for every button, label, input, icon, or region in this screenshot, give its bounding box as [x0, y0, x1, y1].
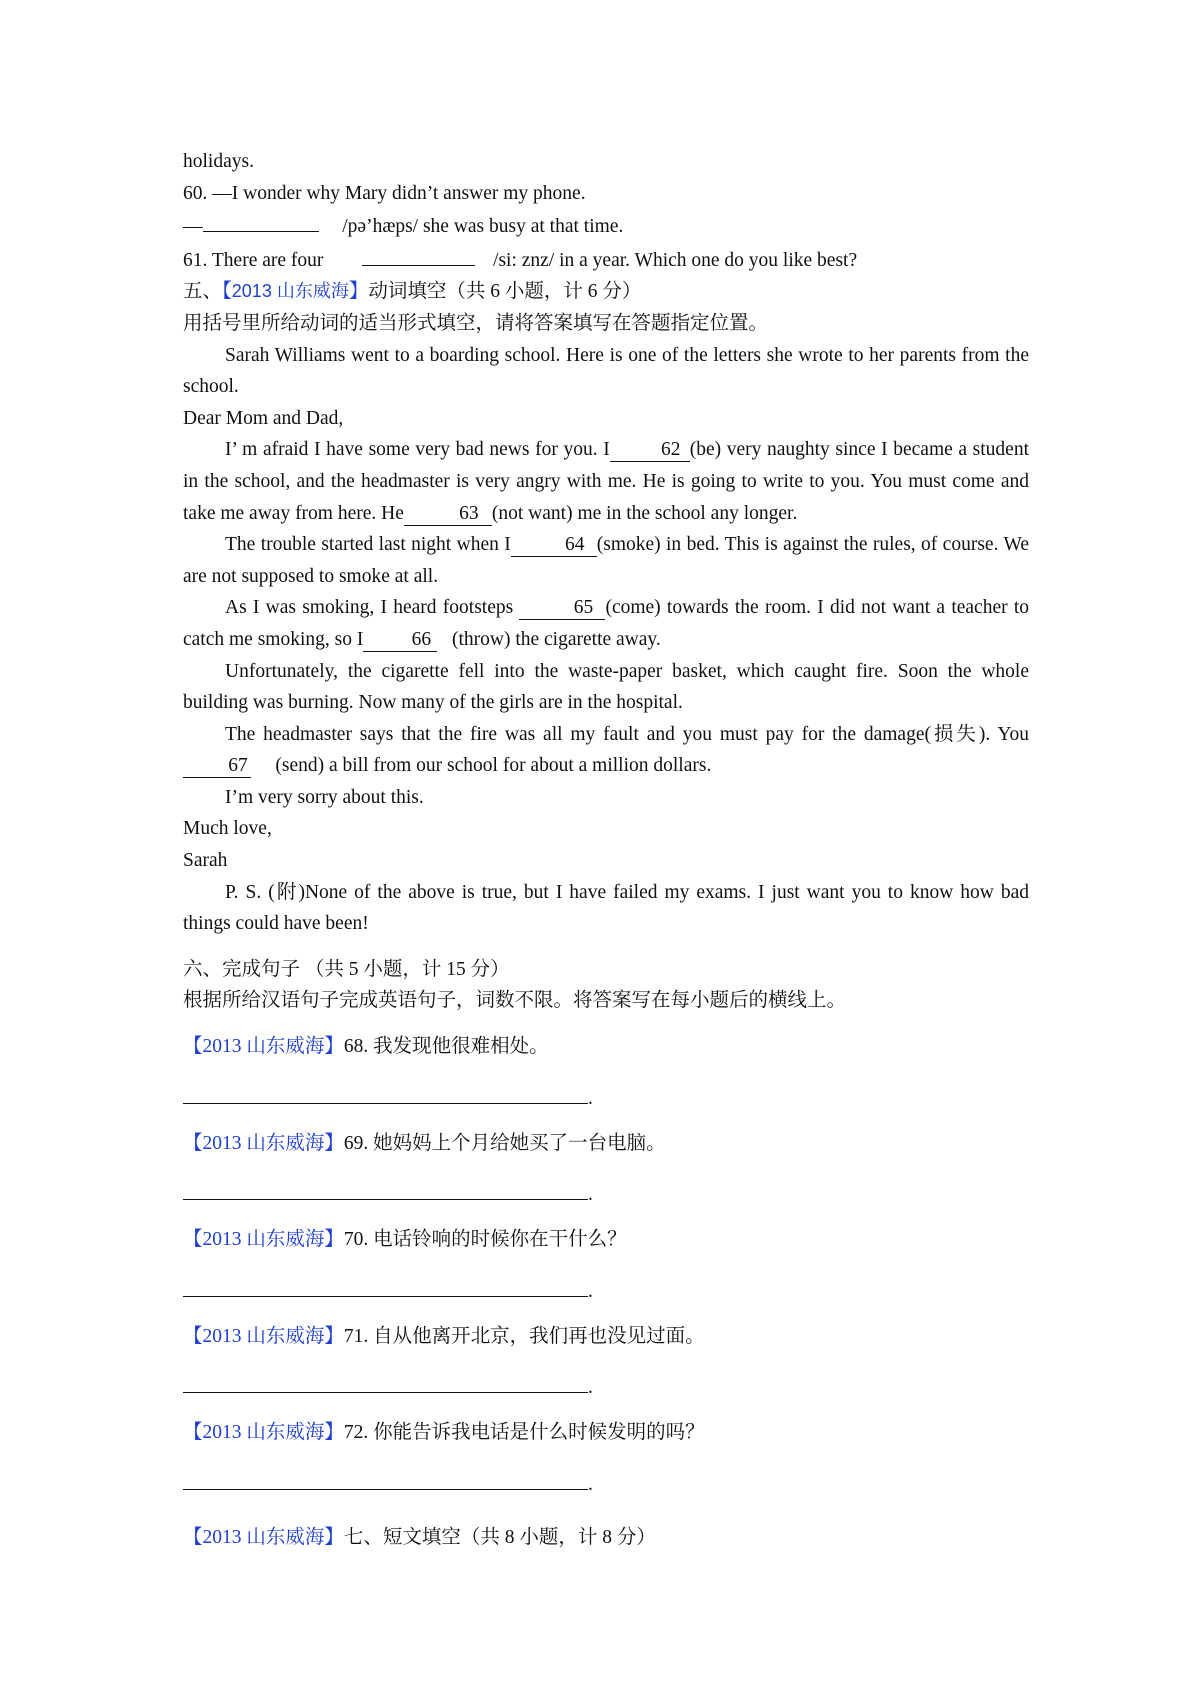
section-7-heading: 【2013 山东威海】七、短文填空（共 8 小题，计 8 分） — [183, 1527, 656, 1548]
passage-intro: Sarah Williams went to a boarding school. Here is one of the letters she wrote to her parents from the school. — [183, 344, 1029, 398]
source-tag: 【2013 山东威海】 — [183, 1325, 344, 1347]
letter-closing: Much love, — [183, 818, 272, 840]
blank-65[interactable]: 65 — [519, 597, 605, 620]
sentence-item — [183, 1224, 1029, 1256]
sentence-item — [183, 1321, 1029, 1353]
section-5-heading: 五、【2013 山东威海】动词填空（共 6 小题，计 6 分） — [183, 281, 642, 303]
blank-67[interactable]: 67 — [183, 755, 251, 778]
question-60: 60. —I wonder why Mary didn’t answer my phone. — [183, 182, 586, 204]
sentence-items — [183, 1031, 1029, 1500]
item-chinese-text: 电话铃响的时候你在干什么？ — [373, 1229, 627, 1251]
fill-blank[interactable] — [362, 243, 475, 266]
answer-blank[interactable] — [183, 1179, 588, 1200]
item-chinese-text: 我发现他很难相处。 — [373, 1036, 549, 1058]
sentence-item — [183, 1031, 1029, 1063]
section-6-instruction: 根据所给汉语句子完成英语句子，词数不限。将答案写在每小题后的横线上。 — [183, 990, 847, 1012]
question-61: 61. There are four /si: znz/ in a year. Which one do you like best? — [183, 243, 1029, 277]
answer-period: . — [588, 1280, 593, 1302]
letter-postscript: P. S. (附)None of the above is true, but I have failed my exams. I just want you to know how bad things could have been! — [183, 881, 1029, 935]
answer-line — [183, 1372, 1029, 1403]
answer-line — [183, 1469, 1029, 1500]
answer-blank[interactable] — [183, 1372, 588, 1393]
section-6-heading: 六、完成句子 （共 5 小题，计 15 分） — [183, 958, 510, 980]
item-number: 71. — [343, 1325, 369, 1347]
question-60-answer: — /pə’hæps/ she was busy at that time. — [183, 209, 1029, 243]
letter-salutation: Dear Mom and Dad, — [183, 407, 344, 429]
letter-signature: Sarah — [183, 850, 228, 872]
answer-period: . — [588, 1377, 593, 1399]
item-number: 70. — [343, 1229, 369, 1251]
sentence-item — [183, 1128, 1029, 1160]
item-number: 69. — [343, 1132, 369, 1154]
item-chinese-text: 你能告诉我电话是什么时候发明的吗？ — [373, 1422, 705, 1444]
source-tag: 【2013 山东威海】 — [183, 1036, 344, 1058]
fill-blank[interactable] — [203, 209, 319, 232]
item-number: 72. — [343, 1422, 369, 1444]
answer-period: . — [588, 1474, 593, 1495]
answer-blank[interactable] — [183, 1083, 588, 1104]
source-tag: 【2013 山东威海】 — [183, 1132, 344, 1154]
source-tag: 【2013 山东威海】 — [222, 281, 369, 303]
answer-period: . — [588, 1087, 593, 1109]
answer-blank[interactable] — [183, 1276, 588, 1297]
letter-paragraph-2: The trouble started last night when I 64 (smoke) in bed. This is against the rules, of course. We are not supposed to smoke at all. — [183, 534, 1029, 587]
answer-blank[interactable] — [183, 1469, 588, 1490]
item-number: 68. — [343, 1036, 369, 1058]
source-tag: 【2013 山东威海】 — [183, 1422, 344, 1444]
letter-paragraph-4: Unfortunately, the cigarette fell into the waste-paper basket, which caught fire. Soon the whole building was burning. Now many of the girls are in the hospital. — [183, 660, 1029, 714]
blank-63[interactable]: 63 — [404, 503, 492, 526]
item-chinese-text: 自从他离开北京，我们再也没见过面。 — [373, 1325, 705, 1347]
source-tag: 【2013 山东威海】 — [183, 1229, 344, 1251]
section-5-instruction: 用括号里所给动词的适当形式填空，请将答案填写在答题指定位置。 — [183, 312, 769, 334]
letter-paragraph-5: The headmaster says that the fire was all my fault and you must pay for the damage(损失). You67 (send) a bill from our school for about a million dollars. — [183, 719, 1029, 782]
answer-period: . — [588, 1184, 593, 1206]
answer-line — [183, 1179, 1029, 1210]
text-line: holidays. — [183, 151, 254, 172]
answer-line — [183, 1083, 1029, 1114]
item-chinese-text: 她妈妈上个月给她买了一台电脑。 — [373, 1132, 666, 1154]
blank-62[interactable]: 62 — [610, 439, 690, 462]
blank-64[interactable]: 64 — [511, 534, 597, 557]
sentence-item — [183, 1417, 1029, 1449]
letter-paragraph-1: I’ m afraid I have some very bad news for you. I 62 (be) very naughty since I became a student in the school, and the headmaster is very angry with me. He is going to write to you. You must come and take me away from here. He 63 (not want) me in the school any longer. — [183, 439, 1029, 524]
letter-paragraph-3: As I was smoking, I heard footsteps 65 (come) towards the room. I did not want a teacher to catch me smoking, so I 66 (throw) the cigarette away. — [183, 597, 1030, 650]
blank-66[interactable]: 66 — [363, 629, 437, 652]
source-tag: 【2013 山东威海】 — [183, 1527, 344, 1548]
letter-paragraph-6: I’m very sorry about this. — [225, 786, 424, 808]
answer-line — [183, 1276, 1029, 1307]
document-page — [183, 146, 1029, 1554]
